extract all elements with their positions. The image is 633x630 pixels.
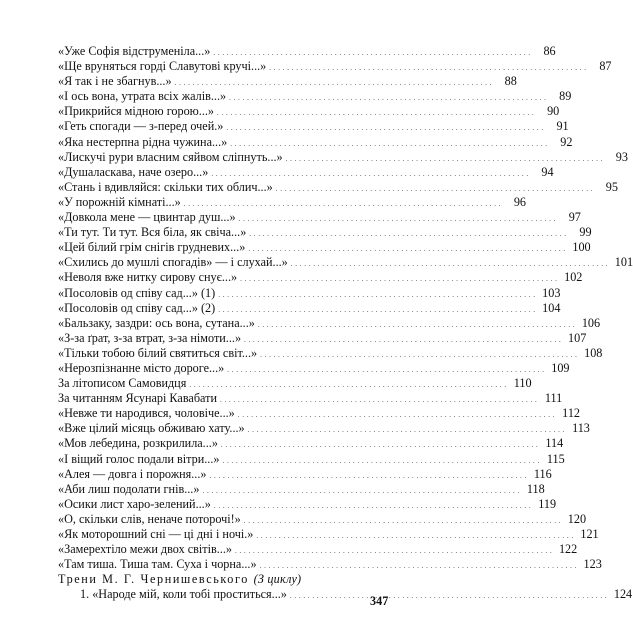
toc-entry xyxy=(58,527,599,542)
toc-entry xyxy=(58,421,590,436)
toc-entry-page: 123 xyxy=(583,557,602,572)
toc-entry-page: 103 xyxy=(542,285,561,300)
toc-entry-title: «Ще вруняться горді Славутові кручі...» xyxy=(58,59,267,74)
page-number: 347 xyxy=(370,594,389,608)
toc-entry-page: 90 xyxy=(547,104,560,119)
toc-entry xyxy=(58,466,552,482)
toc-entry-page: 106 xyxy=(581,315,601,330)
toc-entry-page: 86 xyxy=(543,44,556,58)
toc-entry-title: «Вже цілий місяць обживаю хату...» xyxy=(58,421,245,436)
toc-entry-title: «І ось вона, утрата всіх жалів...» xyxy=(58,89,227,104)
toc-entry-page: 115 xyxy=(546,451,565,466)
dot-leader xyxy=(290,587,607,604)
section-heading xyxy=(58,572,396,587)
toc-entry-page: 100 xyxy=(572,240,591,255)
toc-entry-page: 104 xyxy=(542,300,561,315)
toc-entry xyxy=(58,376,532,391)
toc-entry-page: 114 xyxy=(545,436,564,451)
toc-entry-title: «Мов лебедина, розкрилила...» xyxy=(58,436,218,451)
toc-entry xyxy=(58,104,560,119)
toc-entry-page: 112 xyxy=(562,406,581,421)
toc-entry-title: «У порожній кімнаті...» xyxy=(58,194,181,209)
toc-entry-title: За літописом Самовидця xyxy=(58,376,187,391)
section-heading-title: Трени М. Г. Чернишевського xyxy=(58,572,249,587)
toc-entry xyxy=(58,89,572,104)
toc-entry-title: «Цей білий грім снігів грудневих...» xyxy=(58,240,246,255)
toc-entry xyxy=(58,210,581,225)
toc-entry xyxy=(58,542,578,557)
toc-entry xyxy=(58,164,554,180)
toc-entry-title: «Аби лиш подолати гнів...» xyxy=(58,481,200,496)
toc-entry-title: «Посоловів од співу сад...» (2) xyxy=(58,300,216,315)
toc-entry xyxy=(58,179,618,195)
toc-entry-page: 113 xyxy=(572,421,590,436)
toc-entry-title: «Осики лист харо-зелений...» xyxy=(58,496,211,511)
toc-entry xyxy=(58,225,592,240)
toc-entry-title: «Алея — довга і порожня...» xyxy=(58,466,207,481)
toc-entry-page: 108 xyxy=(584,345,603,360)
toc-entry xyxy=(58,481,545,497)
toc-entry-title: «Замерехтіло межи двох світів...» xyxy=(58,542,232,557)
toc-entry-title: «Ти тут. Ти тут. Вся біла, як свіча...» xyxy=(58,225,247,240)
section-heading-subtitle: (З циклу) xyxy=(253,572,302,587)
toc-entry-title: «Я так і не збагнув...» xyxy=(58,74,172,89)
toc-entry-page: 121 xyxy=(580,527,599,541)
toc-entry-title: «Як моторошний сні — ці дні і ночі.» xyxy=(58,527,254,541)
toc-entry-page: 101 xyxy=(614,255,633,270)
toc-entry-title: «Лискучі рури власним сяйвом сліпнуть...» xyxy=(58,149,283,164)
toc-entry-page: 122 xyxy=(558,542,578,557)
toc-entry xyxy=(58,119,569,134)
toc-entry-page: 116 xyxy=(533,466,552,481)
toc-entry-page: 110 xyxy=(513,376,532,391)
toc-entry-page: 120 xyxy=(567,511,587,526)
toc-entry-page: 93 xyxy=(615,149,628,164)
toc-entry-title: «Там тиша. Тиша там. Суха і чорна...» xyxy=(58,557,257,572)
toc-entry-title: «Тільки тобою білий святиться світ...» xyxy=(58,345,258,360)
toc-entry-title: «Посоловів од співу сад...» (1) xyxy=(58,285,216,300)
toc-entry-title: «Стань і вдивляйся: скільки тих облич...» xyxy=(58,179,273,194)
toc-entry xyxy=(58,406,581,421)
toc-entry xyxy=(58,255,633,270)
toc-entry xyxy=(58,300,561,316)
toc-entry-title: «Уже Софія відструменіла...» xyxy=(58,44,211,58)
toc-entry-page: 92 xyxy=(560,134,573,149)
toc-entry xyxy=(58,587,633,602)
toc-entry-page: 91 xyxy=(556,119,569,134)
toc-entry-page: 119 xyxy=(538,496,557,511)
toc-entry-page: 111 xyxy=(544,391,563,406)
toc-entry-title: «Схились до мушлі спогадів» — і слухай...» xyxy=(58,255,288,270)
toc-entry-page: 124 xyxy=(613,587,633,602)
toc-entry-title: «Геть спогади — з-перед очей.» xyxy=(58,119,224,134)
toc-entry-title: «О, скільки слів, неначе поторочі!» xyxy=(58,511,241,526)
toc-entry xyxy=(58,44,556,59)
table-of-contents xyxy=(58,44,633,602)
toc-entry xyxy=(58,240,591,255)
toc-entry-page: 96 xyxy=(513,194,526,209)
toc-entry xyxy=(58,330,587,346)
toc-entry xyxy=(58,74,517,89)
toc-entry-page: 109 xyxy=(551,360,570,375)
toc-entry-title: «Яка нестерпна рідна чужина...» xyxy=(58,134,228,149)
toc-entry-page: 97 xyxy=(568,210,581,225)
toc-entry-page: 118 xyxy=(526,481,545,496)
toc-entry-title: «Невже ти народився, чоловіче...» xyxy=(58,406,235,421)
toc-entry-title: За читанням Ясунарі Кавабати xyxy=(58,391,217,406)
toc-entry xyxy=(58,360,570,376)
toc-entry-page: 89 xyxy=(559,89,572,104)
toc-entry xyxy=(58,270,583,285)
toc-entry xyxy=(58,194,526,210)
toc-entry xyxy=(58,391,563,406)
toc-entry xyxy=(58,511,587,527)
toc-entry-title: «Душаласкава, наче озеро...» xyxy=(58,164,209,179)
dot-leader xyxy=(260,557,577,574)
toc-entry-page: 95 xyxy=(605,179,618,194)
toc-entry-page: 87 xyxy=(599,59,612,74)
toc-entry-title: 1. «Народе мій, коли тобі проститься...» xyxy=(80,587,287,602)
toc-entry-title: «І віщий голос подали вітри...» xyxy=(58,451,220,466)
toc-entry xyxy=(58,134,573,150)
toc-entry xyxy=(58,436,564,451)
toc-entry xyxy=(58,345,603,361)
toc-entry xyxy=(58,59,612,74)
toc-entry-page: 88 xyxy=(504,74,517,89)
toc-entry-page: 102 xyxy=(564,270,583,285)
toc-entry-title: «Прикрийся мідною горою...» xyxy=(58,104,215,119)
toc-entry-title: «Нерозпізнанне місто дороге...» xyxy=(58,360,225,375)
toc-entry xyxy=(58,149,628,165)
toc-entry-title: «З-за ґрат, з-за втрат, з-за німоти...» xyxy=(58,330,242,345)
toc-entry-page: 107 xyxy=(568,330,587,345)
toc-entry-title: «Довкола мене — цвинтар душ...» xyxy=(58,210,236,225)
toc-entry xyxy=(58,285,561,301)
toc-entry xyxy=(58,496,557,512)
toc-entry-title: «Неволя вже нитку сирову снує...» xyxy=(58,270,238,285)
toc-entry xyxy=(58,315,601,331)
toc-entry-title: «Бальзаку, заздри: ось вона, сутана...» xyxy=(58,315,255,330)
toc-entry xyxy=(58,451,565,467)
toc-entry-page: 99 xyxy=(579,225,592,240)
toc-entry-page: 94 xyxy=(541,164,554,179)
toc-entry xyxy=(58,557,602,572)
